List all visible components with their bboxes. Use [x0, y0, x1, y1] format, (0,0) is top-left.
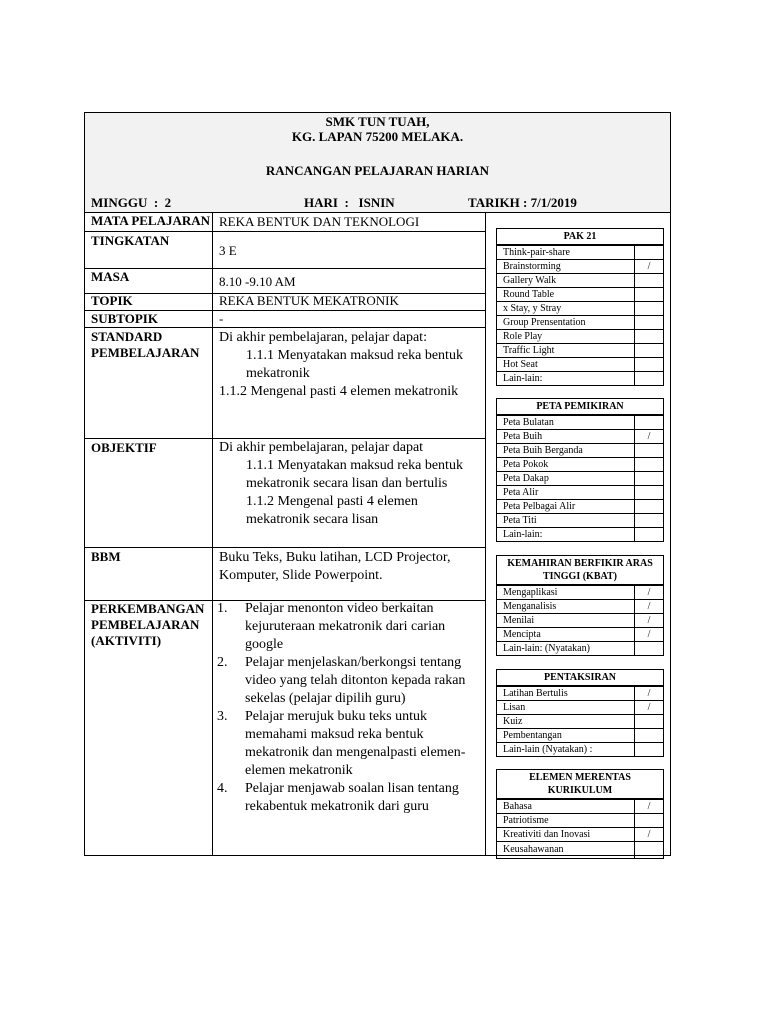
- subtopic-value: -: [219, 311, 224, 326]
- standard-label: [91, 329, 199, 361]
- thinking-map-row: Peta Buih Berganda: [497, 443, 663, 457]
- form-value: 3 E: [219, 243, 237, 258]
- check-mark: /: [634, 628, 663, 641]
- activity-value: [217, 600, 483, 816]
- row-divider: [85, 327, 485, 328]
- check-mark: [634, 729, 663, 742]
- list-item: 2. Pelajar menjelaskan/berkongsi tentang video yang telah ditonton kepada rakan sekelas (pelajar dipilih guru): [217, 655, 466, 706]
- standard-value: [219, 329, 481, 401]
- date-field: TARIKH : 7/1/2019: [468, 195, 577, 210]
- kbat-row: Mengaplikasi /: [497, 585, 663, 599]
- thinking-map-row: Peta Pelbagai Alir: [497, 499, 663, 513]
- subject-value: REKA BENTUK DAN TEKNOLOGI: [219, 214, 420, 229]
- activity-label-line2: PEMBELAJARAN: [91, 617, 200, 632]
- list-item: 1. Pelajar menonton video berkaitan kejuruteraan mekatronik dari carian google: [217, 601, 446, 652]
- objective-intro: Di akhir pembelajaran, pelajar dapat: [219, 440, 424, 455]
- school-address: KG. LAPAN 75200 MELAKA.: [291, 129, 464, 144]
- check-mark: [634, 302, 663, 315]
- check-mark: [634, 500, 663, 513]
- check-mark: /: [634, 430, 663, 443]
- objective-value: [219, 439, 481, 529]
- check-mark: /: [634, 260, 663, 273]
- day-field: HARI : ISNIN: [304, 195, 395, 210]
- check-mark: [634, 416, 663, 429]
- pak21-row: Brainstorming /: [497, 259, 663, 273]
- check-mark: /: [634, 701, 663, 714]
- thinking-map-row: Peta Alir: [497, 485, 663, 499]
- activity-label-line3: (AKTIVITI): [91, 633, 162, 648]
- standard-label-line1: STANDARD: [91, 329, 163, 344]
- school-name: SMK TUN TUAH,: [325, 114, 430, 129]
- standard-intro: Di akhir pembelajaran, pelajar dapat:: [219, 330, 427, 345]
- check-mark: /: [634, 600, 663, 613]
- assessment-row: Latihan Bertulis /: [497, 686, 663, 700]
- standard-item: 1.1.2 Mengenal pasti 4 elemen mekatronik: [219, 384, 459, 399]
- pak21-row: Gallery Walk: [497, 273, 663, 287]
- row-divider: [85, 268, 485, 269]
- time-label: MASA: [91, 269, 130, 284]
- document-title: RANCANGAN PELAJARAN HARIAN: [265, 163, 490, 178]
- check-mark: [634, 472, 663, 485]
- kbat-row: Menganalisis /: [497, 599, 663, 613]
- thinking-map-row: Peta Dakap: [497, 471, 663, 485]
- check-mark: [634, 514, 663, 527]
- check-mark: [634, 274, 663, 287]
- assessment-row: Pembentangan: [497, 728, 663, 742]
- pak21-box: [496, 228, 664, 386]
- thinking-map-row: Peta Buih /: [497, 429, 663, 443]
- standard-label-line2: PEMBELAJARAN: [91, 345, 200, 360]
- thinking-map-row: Lain-lain:: [497, 527, 663, 541]
- kbat-row: Lain-lain: (Nyatakan): [497, 641, 663, 655]
- cross-curriculum-row: Bahasa /: [497, 799, 663, 813]
- check-mark: [634, 316, 663, 329]
- check-mark: [634, 330, 663, 343]
- check-mark: [634, 642, 663, 655]
- check-mark: [634, 444, 663, 457]
- check-mark: [634, 842, 663, 858]
- kbat-row: Mencipta /: [497, 627, 663, 641]
- thinking-map-title: PETA PEMIKIRAN: [497, 399, 663, 415]
- pak21-row: Round Table: [497, 287, 663, 301]
- lesson-plan-header: [85, 113, 670, 213]
- row-divider: [85, 231, 485, 232]
- subtopic-label: SUBTOPIK: [91, 311, 158, 326]
- check-mark: [634, 344, 663, 357]
- check-mark: [634, 814, 663, 827]
- activity-label: [91, 601, 204, 649]
- cross-curriculum-row: Keusahawanan: [497, 841, 663, 858]
- pak21-row: Think-pair-share: [497, 245, 663, 259]
- check-mark: /: [634, 614, 663, 627]
- cross-curriculum-box: [496, 769, 664, 859]
- check-mark: [634, 528, 663, 541]
- check-mark: [634, 288, 663, 301]
- check-mark: [634, 458, 663, 471]
- list-item: 3. Pelajar merujuk buku teks untuk memahami maksud reka bentuk mekatronik dan mengenalpasti elemen-elemen mekatronik: [217, 709, 466, 778]
- list-item: 4. Pelajar menjawab soalan lisan tentang rekabentuk mekatronik dari guru: [217, 781, 459, 814]
- assessment-row: Kuiz: [497, 714, 663, 728]
- objective-item: 1.1.1 Menyatakan maksud reka bentuk mekatronik secara lisan dan bertulis: [246, 458, 463, 491]
- topic-label: TOPIK: [91, 293, 133, 308]
- kbat-row: Menilai /: [497, 613, 663, 627]
- objective-item: 1.1.2 Mengenal pasti 4 elemen mekatronik secara lisan: [246, 494, 418, 527]
- subject-label: MATA PELAJARAN: [91, 213, 211, 228]
- bbm-label: BBM: [91, 549, 121, 564]
- topic-value: REKA BENTUK MEKATRONIK: [219, 293, 399, 308]
- cross-curriculum-title: ELEMEN MERENTAS KURIKULUM: [497, 770, 663, 799]
- pak21-row: x Stay, y Stray: [497, 301, 663, 315]
- check-mark: /: [634, 828, 663, 841]
- bbm-value: Buku Teks, Buku latihan, LCD Projector, Komputer, Slide Powerpoint.: [219, 550, 451, 583]
- pak21-row: Lain-lain:: [497, 371, 663, 385]
- check-mark: /: [634, 800, 663, 813]
- check-mark: [634, 715, 663, 728]
- cross-curriculum-row: Patriotisme: [497, 813, 663, 827]
- table-right-border: [485, 213, 486, 856]
- row-divider: [85, 547, 485, 548]
- assessment-box: [496, 669, 664, 757]
- pak21-row: Hot Seat: [497, 357, 663, 371]
- assessment-row: Lain-lain (Nyatakan) :: [497, 742, 663, 756]
- thinking-map-row: Peta Titi: [497, 513, 663, 527]
- check-mark: [634, 486, 663, 499]
- check-mark: /: [634, 586, 663, 599]
- standard-item: 1.1.1 Menyatakan maksud reka bentuk mekatronik: [246, 348, 463, 381]
- time-value: 8.10 -9.10 AM: [219, 274, 296, 289]
- pak21-row: Role Play: [497, 329, 663, 343]
- check-mark: [634, 246, 663, 259]
- thinking-map-row: Peta Bulatan: [497, 415, 663, 429]
- check-mark: [634, 743, 663, 756]
- pak21-row: Group Prensentation: [497, 315, 663, 329]
- thinking-map-box: [496, 398, 664, 542]
- kbat-box: [496, 555, 664, 656]
- activity-list: [217, 600, 483, 816]
- cross-curriculum-row: Kreativiti dan Inovasi /: [497, 827, 663, 841]
- assessment-row: Lisan /: [497, 700, 663, 714]
- activity-label-line1: PERKEMBANGAN: [91, 601, 205, 616]
- pak21-title: PAK 21: [497, 229, 663, 245]
- kbat-title: KEMAHIRAN BERFIKIR ARAS TINGGI (KBAT): [497, 556, 663, 585]
- thinking-map-row: Peta Pokok: [497, 457, 663, 471]
- objective-label: OBJEKTIF: [91, 440, 157, 455]
- pak21-row: Traffic Light: [497, 343, 663, 357]
- check-mark: /: [634, 687, 663, 700]
- week-field: MINGGU : 2: [91, 195, 172, 210]
- form-label: TINGKATAN: [91, 233, 170, 248]
- check-mark: [634, 358, 663, 371]
- check-mark: [634, 372, 663, 385]
- assessment-title: PENTAKSIRAN: [497, 670, 663, 686]
